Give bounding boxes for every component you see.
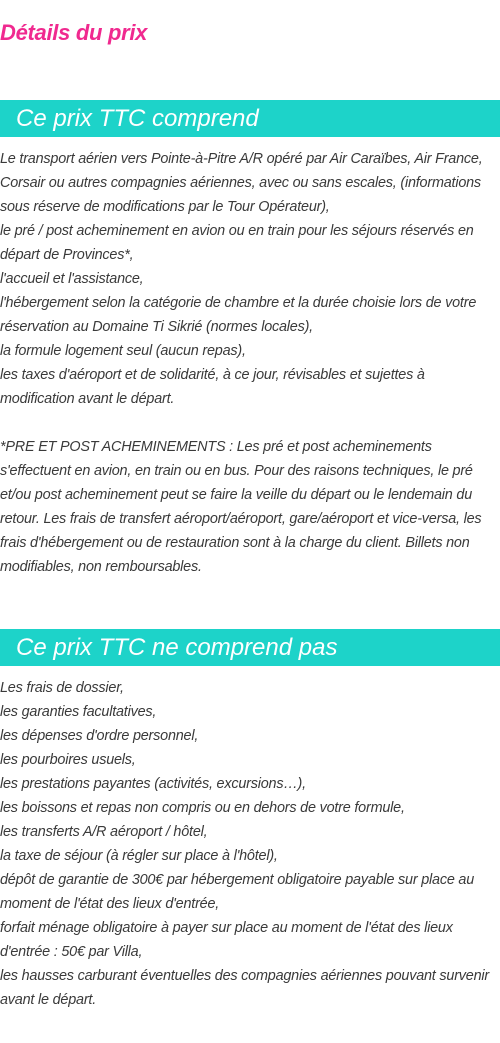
excluded-item: forfait ménage obligatoire à payer sur place au moment de l'état des lieux d'entrée : 50€ par Villa, xyxy=(0,920,453,960)
excluded-item: les pourboires usuels, xyxy=(0,752,136,768)
included-item: le pré / post acheminement en avion ou en train pour les séjours réservés en départ de Provinces*, xyxy=(0,223,474,263)
excluded-item: les hausses carburant éventuelles des compagnies aériennes pouvant survenir avant le départ. xyxy=(0,968,489,1008)
excluded-item: les dépenses d'ordre personnel, xyxy=(0,728,199,744)
included-section-body xyxy=(0,147,500,579)
excluded-item: les boissons et repas non compris ou en dehors de votre formule, xyxy=(0,800,405,816)
excluded-item: les prestations payantes (activités, excursions…), xyxy=(0,776,306,792)
included-item: la formule logement seul (aucun repas), xyxy=(0,343,246,359)
transfer-note: *PRE ET POST ACHEMINEMENTS : Les pré et post acheminements s'effectuent en avion, en train ou en bus. Pour des raisons techniques, le pré et/ou post acheminement peut se faire la veille du départ ou le lendemain du retour. Les frais de transfert aéroport/aéroport, gare/aéroport et vice-versa, les frais d'hébergement ou de restauration sont à la charge du client. Billets non modifiables, non remboursables. xyxy=(0,439,482,575)
included-item: l'accueil et l'assistance, xyxy=(0,271,144,287)
paragraph-gap xyxy=(0,411,500,435)
excluded-item: les garanties facultatives, xyxy=(0,704,157,720)
included-item: Le transport aérien vers Pointe-à-Pitre A/R opéré par Air Caraïbes, Air France, Corsair ou autres compagnies aériennes, avec ou sans escales, (informations sous réserve de modifications par le Tour Opérateur), xyxy=(0,151,483,215)
excluded-item: les transferts A/R aéroport / hôtel, xyxy=(0,824,208,840)
included-section-header: Ce prix TTC comprend xyxy=(0,100,500,137)
excluded-section-body xyxy=(0,676,500,1012)
page-title: Détails du prix xyxy=(0,20,148,45)
excluded-section-header: Ce prix TTC ne comprend pas xyxy=(0,629,500,666)
included-item: les taxes d'aéroport et de solidarité, à ce jour, révisables et sujettes à modification avant le départ. xyxy=(0,367,425,407)
excluded-item: dépôt de garantie de 300€ par hébergement obligatoire payable sur place au moment de l'état des lieux d'entrée, xyxy=(0,872,475,912)
included-item: l'hébergement selon la catégorie de chambre et la durée choisie lors de votre réservation au Domaine Ti Sikrié (normes locales), xyxy=(0,295,477,335)
excluded-item: Les frais de dossier, xyxy=(0,680,124,696)
excluded-item: la taxe de séjour (à régler sur place à l'hôtel), xyxy=(0,848,278,864)
